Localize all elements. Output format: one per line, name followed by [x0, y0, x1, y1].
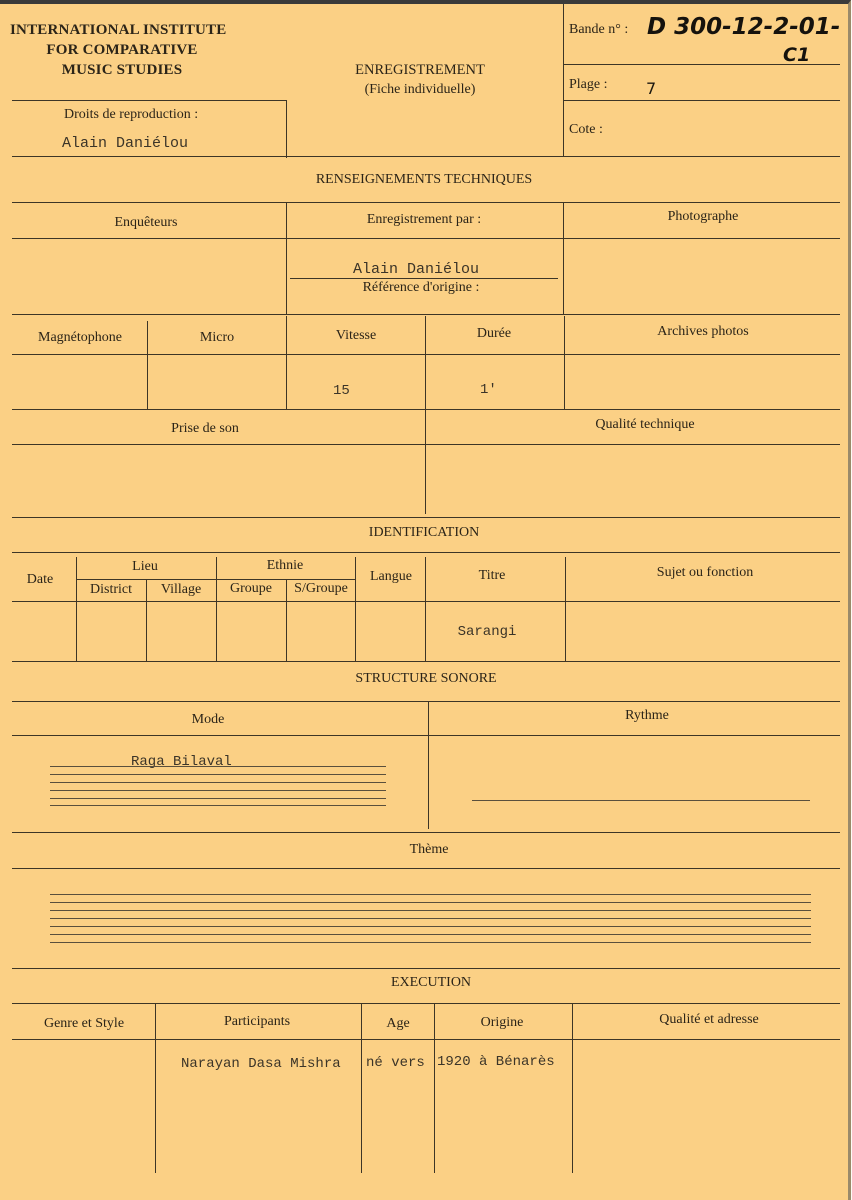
structure-bottom-line: [12, 832, 840, 833]
tape-row-line: [563, 64, 840, 65]
recorded-by-underline: [290, 278, 558, 279]
age-label: Age: [386, 1016, 410, 1031]
equipment-col-divider-4: [564, 316, 565, 409]
rhythm-writing-line: [472, 800, 810, 801]
rights-value: Alain Daniélou: [62, 135, 189, 152]
track-row-line: [563, 100, 840, 101]
form-subtitle: (Fiche individuelle): [364, 82, 476, 97]
technical-col-divider-2: [563, 202, 564, 314]
identification-header-line: [12, 601, 840, 602]
header-right-divider: [563, 4, 564, 156]
investigators-label: Enquêteurs: [114, 215, 178, 230]
equipment-col-divider-2: [286, 316, 287, 409]
institute-name-line2: FOR COMPARATIVE: [46, 42, 198, 58]
participants-value: Narayan Dasa Mishra: [181, 1056, 341, 1072]
subject-label: Sujet ou fonction: [656, 565, 754, 580]
group-label: Groupe: [230, 581, 272, 596]
duration-value: 1': [480, 382, 497, 398]
participants-label: Participants: [223, 1014, 291, 1029]
subgroup-label: S/Groupe: [294, 581, 348, 596]
theme-section-title: Thème: [409, 842, 449, 857]
technical-section-bottom-line: [12, 517, 840, 518]
ethnic-label: Ethnie: [266, 558, 304, 573]
origin-label: Origine: [480, 1015, 524, 1030]
execution-header-line: [12, 1039, 840, 1040]
equipment-col-divider-3: [425, 316, 426, 409]
cote-label: Cote :: [569, 122, 603, 137]
id-col-divider-1: [76, 557, 77, 661]
origin-value: 1920 à Bénarès: [437, 1054, 555, 1070]
theme-writing-line-7: [50, 942, 811, 943]
technical-title-line: [12, 202, 840, 203]
equipment-bottom-line: [12, 409, 840, 410]
rights-label: Droits de reproduction :: [64, 107, 199, 122]
identification-title-line: [12, 552, 840, 553]
place-label: Lieu: [132, 559, 158, 574]
micro-label: Micro: [199, 330, 235, 345]
technical-quality-label: Qualité technique: [595, 417, 695, 432]
sound-capture-label: Prise de son: [171, 421, 239, 436]
origin-reference-label: Référence d'origine :: [362, 280, 480, 295]
structure-title-line: [12, 701, 840, 702]
technical-col-divider-1: [286, 202, 287, 314]
mode-writing-line-6: [50, 805, 386, 806]
equipment-header-line: [12, 354, 840, 355]
track-label: Plage :: [569, 77, 608, 92]
header-bottom-line: [12, 156, 840, 157]
mode-writing-line-4: [50, 790, 386, 791]
title-value: Sarangi: [457, 624, 517, 640]
id-col-divider-2: [146, 580, 147, 661]
execution-col-divider-1: [155, 1003, 156, 1173]
theme-writing-line-1: [50, 894, 811, 895]
structure-header-line: [12, 735, 840, 736]
id-col-divider-5: [355, 557, 356, 661]
district-label: District: [90, 582, 132, 597]
mode-writing-line-3: [50, 782, 386, 783]
sound-header-line: [12, 444, 840, 445]
age-value: né vers: [366, 1055, 425, 1071]
theme-writing-line-6: [50, 934, 811, 935]
speed-label: Vitesse: [335, 328, 377, 343]
village-label: Village: [160, 582, 202, 597]
theme-writing-line-3: [50, 910, 811, 911]
identification-section-title: IDENTIFICATION: [368, 525, 480, 540]
rights-box-top: [12, 100, 286, 101]
theme-writing-line-2: [50, 902, 811, 903]
tape-number-suffix: C1: [783, 44, 811, 66]
tape-recorder-label: Magnétophone: [38, 330, 122, 345]
mode-value: Raga Bilaval: [131, 754, 232, 770]
id-col-divider-7: [565, 557, 566, 661]
rights-box-right: [286, 100, 287, 158]
track-value: 7: [646, 79, 657, 98]
language-label: Langue: [370, 569, 412, 584]
mode-writing-line-5: [50, 798, 386, 799]
id-col-divider-3: [216, 557, 217, 661]
id-col-divider-6: [425, 557, 426, 661]
quality-address-label: Qualité et adresse: [659, 1012, 759, 1027]
execution-col-divider-4: [572, 1003, 573, 1173]
recorded-by-label: Enregistrement par :: [366, 212, 482, 227]
execution-title-line: [12, 1003, 840, 1004]
technical-section-title: RENSEIGNEMENTS TECHNIQUES: [315, 172, 533, 187]
theme-title-line: [12, 868, 840, 869]
identification-bottom-line: [12, 661, 840, 662]
mode-writing-line-2: [50, 774, 386, 775]
equipment-col-divider-1: [147, 321, 148, 409]
theme-writing-line-5: [50, 926, 811, 927]
genre-style-label: Genre et Style: [43, 1016, 125, 1031]
duration-label: Durée: [476, 326, 512, 341]
form-title: ENREGISTREMENT: [355, 62, 485, 78]
mode-writing-line-1: [50, 766, 386, 767]
institute-name-line3: MUSIC STUDIES: [61, 62, 183, 78]
theme-writing-line-4: [50, 918, 811, 919]
theme-bottom-line: [12, 968, 840, 969]
execution-col-divider-2: [361, 1003, 362, 1173]
speed-value: 15: [333, 383, 350, 399]
photo-archive-label: Archives photos: [657, 324, 749, 339]
recorded-by-value: Alain Daniélou: [352, 261, 480, 278]
rhythm-label: Rythme: [625, 708, 669, 723]
institute-name-line1: INTERNATIONAL INSTITUTE: [10, 22, 227, 38]
structure-col-divider: [428, 701, 429, 829]
technical-header-line: [12, 238, 840, 239]
title-label: Titre: [478, 568, 506, 583]
execution-col-divider-3: [434, 1003, 435, 1173]
execution-section-title: EXECUTION: [390, 975, 472, 990]
photographer-label: Photographe: [667, 209, 739, 224]
technical-mid-line: [12, 314, 840, 315]
date-label: Date: [26, 572, 54, 587]
mode-label: Mode: [191, 712, 225, 727]
id-col-divider-4: [286, 580, 287, 661]
sound-col-divider: [425, 409, 426, 514]
structure-section-title: STRUCTURE SONORE: [355, 671, 497, 686]
tape-number-label: Bande n° :: [569, 22, 629, 37]
tape-number-value: D 300-12-2-01-: [647, 14, 841, 40]
